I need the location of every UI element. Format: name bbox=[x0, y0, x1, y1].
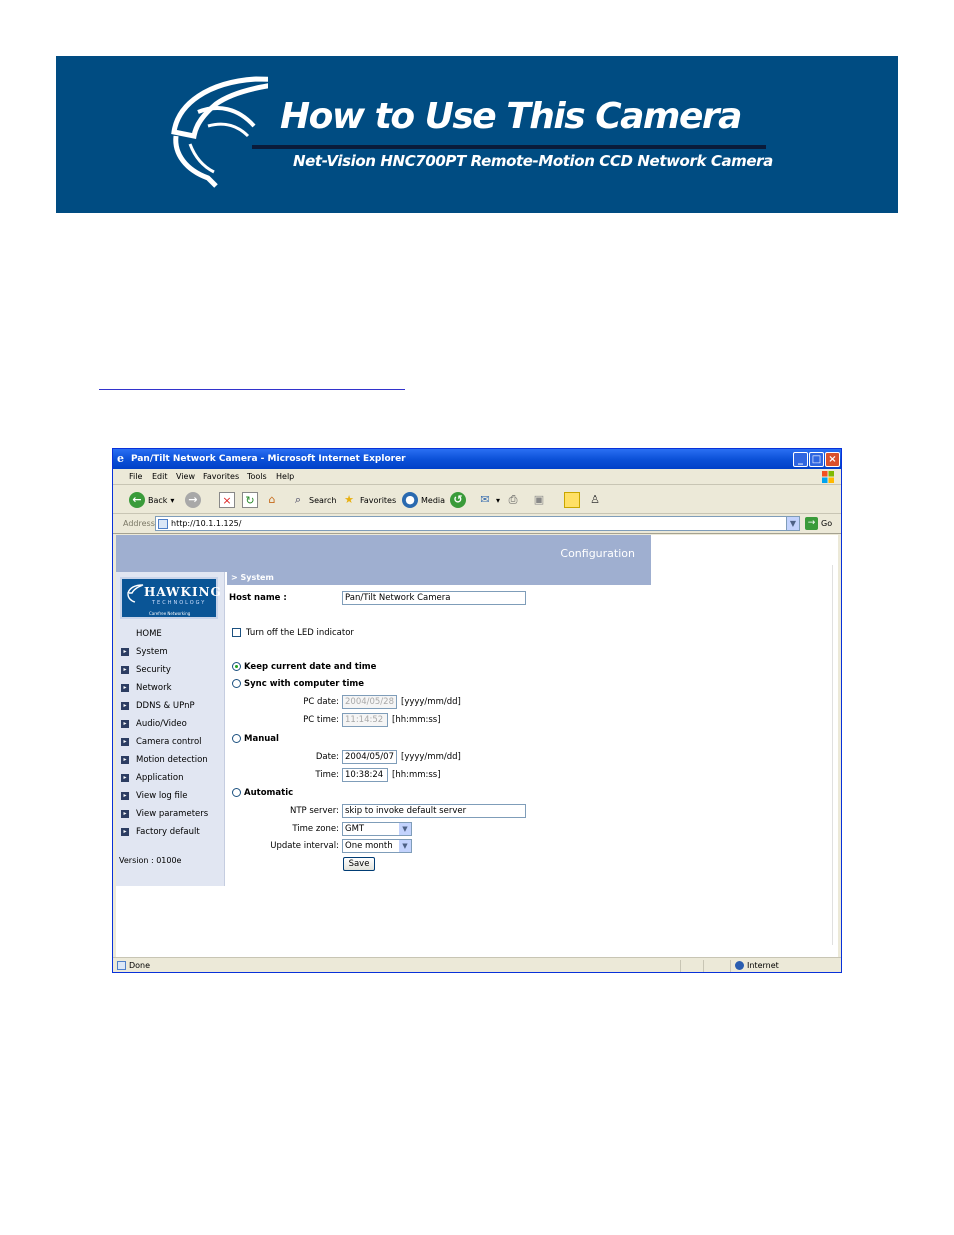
back-arrow-icon: ← bbox=[129, 492, 145, 508]
menu-edit[interactable]: Edit bbox=[152, 472, 168, 481]
automatic-label: Automatic bbox=[244, 788, 294, 798]
media-button[interactable]: ● Media bbox=[402, 491, 445, 509]
print-button[interactable] bbox=[505, 491, 521, 509]
menu-favorites[interactable]: Favorites bbox=[203, 472, 240, 481]
favorites-button[interactable]: ★ Favorites bbox=[341, 491, 396, 509]
status-divider bbox=[680, 960, 681, 972]
date-label: Date: bbox=[315, 752, 339, 762]
keep-time-radio[interactable] bbox=[232, 662, 241, 671]
config-title: Configuration bbox=[560, 547, 635, 560]
nav-item-audio-video[interactable]: ▸ Audio/Video bbox=[116, 718, 187, 730]
back-button[interactable]: ← Back ▾ bbox=[129, 491, 174, 509]
messenger-icon: ♙ bbox=[590, 493, 600, 506]
timezone-select[interactable] bbox=[342, 822, 412, 836]
led-checkbox[interactable] bbox=[232, 628, 241, 637]
document-banner bbox=[56, 56, 898, 213]
arrow-right-icon: ▸ bbox=[121, 684, 129, 692]
automatic-radio[interactable] bbox=[232, 788, 241, 797]
nav-item-factory-default[interactable]: ▸ Factory default bbox=[116, 826, 200, 838]
pc-time-label: PC time: bbox=[303, 715, 339, 725]
menu-bar bbox=[113, 469, 841, 485]
nav-home[interactable]: HOME bbox=[136, 629, 162, 639]
printer-icon: ⎙ bbox=[508, 493, 518, 506]
hyperlink-underline[interactable] bbox=[99, 389, 405, 390]
menu-file[interactable]: File bbox=[129, 472, 143, 481]
arrow-right-icon: ▸ bbox=[121, 828, 129, 836]
chevron-down-icon: ▼ bbox=[399, 823, 411, 835]
hawk-head-icon bbox=[168, 74, 268, 189]
star-icon: ★ bbox=[344, 493, 354, 506]
status-divider bbox=[730, 960, 731, 972]
arrow-right-icon: ▸ bbox=[121, 648, 129, 656]
nav-item-ddns[interactable]: ▸ DDNS & UPnP bbox=[116, 700, 195, 712]
keep-time-label: Keep current date and time bbox=[244, 662, 377, 672]
maximize-button[interactable]: □ bbox=[809, 452, 824, 467]
page-viewport bbox=[116, 535, 838, 957]
breadcrumb-text: > System bbox=[231, 573, 274, 582]
forward-button[interactable] bbox=[185, 491, 201, 509]
chevron-down-icon: ▾ bbox=[496, 495, 501, 505]
window-title: Pan/Tilt Network Camera - Microsoft Internet Explorer bbox=[131, 454, 406, 464]
hawk-icon bbox=[126, 583, 144, 603]
toolbar bbox=[113, 485, 841, 514]
banner-subtitle: Net-Vision HNC700PT Remote-Motion CCD Network Camera bbox=[293, 152, 773, 170]
refresh-button[interactable] bbox=[242, 491, 258, 509]
chevron-down-icon[interactable]: ▼ bbox=[786, 517, 799, 530]
go-button[interactable]: → Go bbox=[805, 517, 832, 530]
firmware-version: Version : 0100e bbox=[119, 856, 182, 865]
status-text: Done bbox=[129, 961, 151, 970]
banner-divider bbox=[252, 145, 766, 149]
banner-title: How to Use This Camera bbox=[280, 96, 741, 137]
nav-divider bbox=[224, 572, 225, 886]
edit-button[interactable] bbox=[531, 491, 547, 509]
ntp-label: NTP server: bbox=[290, 806, 339, 816]
title-bar bbox=[113, 449, 841, 469]
host-name-input[interactable]: Pan/Tilt Network Camera bbox=[342, 591, 526, 605]
history-icon: ↺ bbox=[450, 492, 466, 508]
security-zone: Internet bbox=[735, 961, 779, 970]
nav-item-view-parameters[interactable]: ▸ View parameters bbox=[116, 808, 208, 820]
led-label: Turn off the LED indicator bbox=[246, 628, 354, 638]
forward-arrow-icon: → bbox=[185, 492, 201, 508]
arrow-right-icon: ▸ bbox=[121, 774, 129, 782]
nav-item-application[interactable]: ▸ Application bbox=[116, 772, 184, 784]
search-button[interactable]: ⌕ Search bbox=[290, 491, 336, 509]
arrow-right-icon: ▸ bbox=[121, 702, 129, 710]
menu-view[interactable]: View bbox=[176, 472, 195, 481]
pc-time-field: 11:14:52 bbox=[342, 713, 388, 727]
arrow-right-icon: ▸ bbox=[121, 720, 129, 728]
globe-icon bbox=[735, 961, 744, 970]
mail-button[interactable] bbox=[477, 491, 500, 509]
address-input[interactable] bbox=[155, 516, 800, 531]
timezone-value: GMT bbox=[345, 824, 365, 834]
page-icon bbox=[117, 961, 126, 970]
windows-flag-icon bbox=[821, 470, 835, 484]
arrow-right-icon: ▸ bbox=[121, 792, 129, 800]
interval-value: One month bbox=[345, 841, 393, 851]
ntp-input[interactable]: skip to invoke default server bbox=[342, 804, 526, 818]
nav-item-system[interactable]: ▸ System bbox=[116, 646, 168, 658]
time-format: [hh:mm:ss] bbox=[392, 770, 441, 780]
side-nav bbox=[116, 572, 224, 886]
status-bar bbox=[113, 957, 841, 972]
nav-item-motion-detection[interactable]: ▸ Motion detection bbox=[116, 754, 208, 766]
stop-button[interactable] bbox=[219, 491, 235, 509]
save-button[interactable]: Save bbox=[343, 857, 375, 871]
arrow-right-icon: ▸ bbox=[121, 756, 129, 764]
menu-help[interactable]: Help bbox=[276, 472, 295, 481]
address-bar bbox=[113, 514, 841, 534]
pc-date-format: [yyyy/mm/dd] bbox=[401, 697, 461, 707]
interval-label: Update interval: bbox=[270, 841, 339, 851]
interval-select[interactable] bbox=[342, 839, 412, 853]
mail-icon: ✉ bbox=[480, 493, 490, 506]
menu-tools[interactable]: Tools bbox=[247, 472, 267, 481]
time-input[interactable]: 10:38:24 bbox=[342, 768, 388, 782]
nav-item-view-log[interactable]: ▸ View log file bbox=[116, 790, 187, 802]
hawking-logo bbox=[120, 577, 222, 619]
logo-name: HAWKING bbox=[144, 585, 222, 599]
nav-item-network[interactable]: ▸ Network bbox=[116, 682, 172, 694]
refresh-icon: ↻ bbox=[242, 492, 258, 508]
timezone-label: Time zone: bbox=[292, 824, 339, 834]
date-input[interactable]: 2004/05/07 bbox=[342, 750, 397, 764]
discuss-button[interactable] bbox=[564, 491, 580, 509]
note-icon bbox=[564, 492, 580, 508]
host-name-label: Host name : bbox=[229, 593, 287, 603]
date-format: [yyyy/mm/dd] bbox=[401, 752, 461, 762]
home-button[interactable] bbox=[264, 491, 280, 509]
address-url: http://10.1.1.125/ bbox=[171, 519, 242, 528]
pc-date-label: PC date: bbox=[303, 697, 339, 707]
address-label: Address bbox=[123, 519, 155, 528]
pc-date-field: 2004/05/28 bbox=[342, 695, 397, 709]
edit-icon: ▣ bbox=[533, 493, 545, 506]
config-header bbox=[116, 535, 651, 572]
arrow-right-icon: ▸ bbox=[121, 666, 129, 674]
chevron-down-icon: ▼ bbox=[399, 840, 411, 852]
close-button[interactable]: × bbox=[825, 452, 840, 467]
page-icon bbox=[158, 519, 168, 529]
status-divider bbox=[703, 960, 704, 972]
time-label: Time: bbox=[315, 770, 339, 780]
pc-time-format: [hh:mm:ss] bbox=[392, 715, 441, 725]
sync-label: Sync with computer time bbox=[244, 679, 365, 689]
manual-radio[interactable] bbox=[232, 734, 241, 743]
stop-icon: × bbox=[219, 492, 235, 508]
browser-window bbox=[112, 448, 842, 973]
logo-sub: TECHNOLOGY bbox=[152, 600, 207, 606]
media-globe-icon: ● bbox=[402, 492, 418, 508]
chevron-down-icon: ▾ bbox=[170, 495, 175, 505]
ie-logo-icon: e bbox=[117, 452, 124, 465]
arrow-right-icon: ▸ bbox=[121, 738, 129, 746]
minimize-button[interactable]: _ bbox=[793, 452, 808, 467]
search-icon: ⌕ bbox=[294, 493, 302, 506]
nav-item-security[interactable]: ▸ Security bbox=[116, 664, 171, 676]
manual-label: Manual bbox=[244, 734, 279, 744]
go-arrow-icon: → bbox=[805, 517, 818, 530]
breadcrumb bbox=[227, 572, 651, 585]
sync-radio[interactable] bbox=[232, 679, 241, 688]
content-edge bbox=[832, 565, 833, 945]
logo-tag: Carefree Networking bbox=[149, 611, 191, 616]
messenger-button[interactable] bbox=[587, 491, 603, 509]
home-icon: ⌂ bbox=[268, 493, 276, 506]
arrow-right-icon: ▸ bbox=[121, 810, 129, 818]
nav-item-camera-control[interactable]: ▸ Camera control bbox=[116, 736, 202, 748]
history-button[interactable] bbox=[450, 491, 466, 509]
